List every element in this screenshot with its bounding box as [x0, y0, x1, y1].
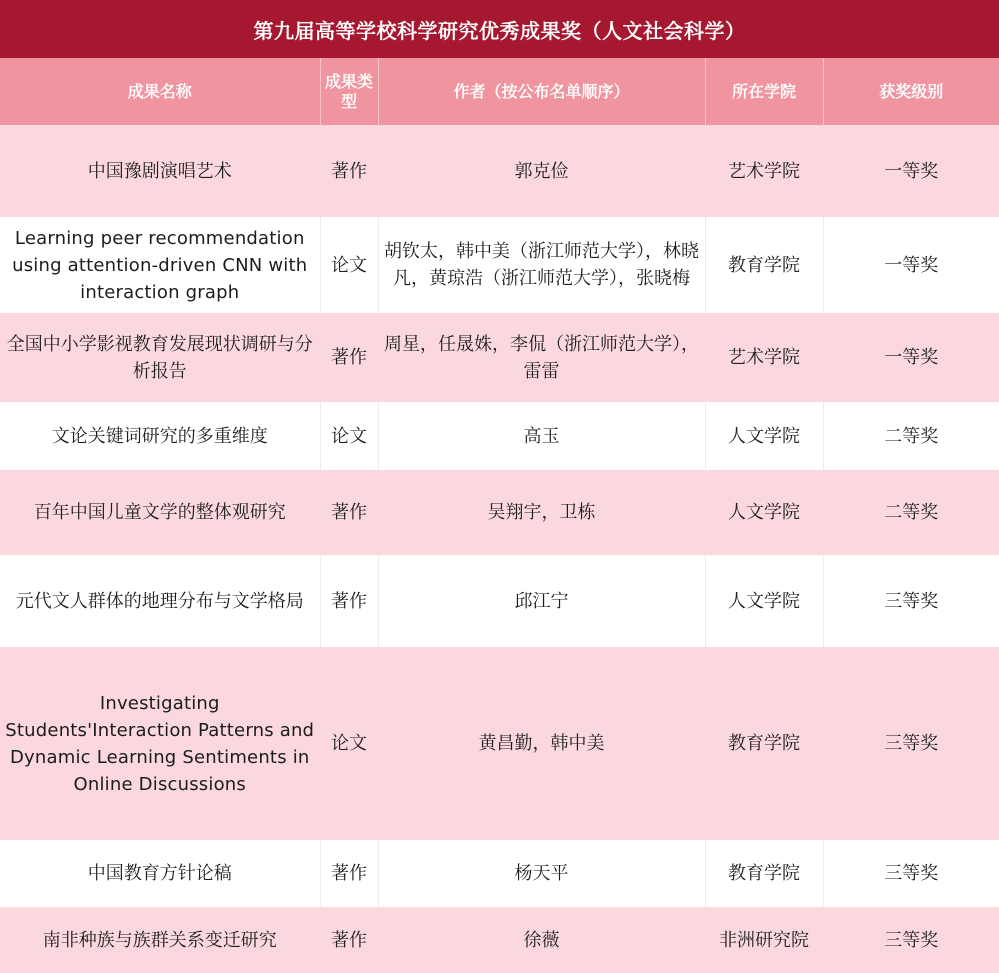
- cell-type: 著作: [320, 125, 378, 217]
- cell-authors: 杨天平: [378, 840, 705, 907]
- header-row: [0, 58, 999, 125]
- cell-name: 元代文人群体的地理分布与文学格局: [0, 555, 320, 647]
- cell-authors: 周星，任晟姝，李侃（浙江师范大学），雷雷: [378, 313, 705, 402]
- cell-college: 非洲研究院: [705, 907, 823, 973]
- cell-type: 著作: [320, 840, 378, 907]
- header-college: 所在学院: [705, 58, 823, 125]
- cell-authors: 徐薇: [378, 907, 705, 973]
- cell-college: 艺术学院: [705, 313, 823, 402]
- cell-authors: 高玉: [378, 402, 705, 470]
- cell-college: 教育学院: [705, 840, 823, 907]
- table-row: [0, 313, 999, 402]
- cell-level: 一等奖: [823, 125, 999, 217]
- cell-name: Learning peer recommendation using attention-driven CNN with interaction graph: [0, 217, 320, 313]
- cell-level: 一等奖: [823, 217, 999, 313]
- cell-authors: 胡钦太，韩中美（浙江师范大学），林晓凡，黄琼浩（浙江师范大学），张晓梅: [378, 217, 705, 313]
- cell-level: 二等奖: [823, 470, 999, 555]
- cell-college: 艺术学院: [705, 125, 823, 217]
- awards-table: [0, 58, 999, 973]
- cell-type: 著作: [320, 907, 378, 973]
- cell-level: 一等奖: [823, 313, 999, 402]
- table-row: [0, 470, 999, 555]
- cell-name: 文论关键词研究的多重维度: [0, 402, 320, 470]
- table-row: [0, 125, 999, 217]
- cell-authors: 邱江宁: [378, 555, 705, 647]
- table-row: [0, 402, 999, 470]
- cell-type: 著作: [320, 555, 378, 647]
- cell-type: 论文: [320, 217, 378, 313]
- cell-name: Investigating Students'Interaction Patterns and Dynamic Learning Sentiments in Online Discussions: [0, 647, 320, 840]
- cell-authors: 郭克俭: [378, 125, 705, 217]
- cell-name: 中国教育方针论稿: [0, 840, 320, 907]
- cell-level: 二等奖: [823, 402, 999, 470]
- table-row: [0, 840, 999, 907]
- table-title: 第九届高等学校科学研究优秀成果奖（人文社会科学）: [0, 0, 999, 58]
- table-row: [0, 907, 999, 973]
- cell-authors: 黄昌勤，韩中美: [378, 647, 705, 840]
- cell-name: 中国豫剧演唱艺术: [0, 125, 320, 217]
- cell-type: 著作: [320, 470, 378, 555]
- cell-name: 全国中小学影视教育发展现状调研与分析报告: [0, 313, 320, 402]
- cell-college: 教育学院: [705, 217, 823, 313]
- header-level: 获奖级别: [823, 58, 999, 125]
- cell-college: 人文学院: [705, 402, 823, 470]
- cell-type: 著作: [320, 313, 378, 402]
- cell-college: 教育学院: [705, 647, 823, 840]
- cell-name: 南非种族与族群关系变迁研究: [0, 907, 320, 973]
- cell-type: 论文: [320, 402, 378, 470]
- cell-level: 三等奖: [823, 907, 999, 973]
- header-type: 成果类型: [320, 58, 378, 125]
- cell-level: 三等奖: [823, 555, 999, 647]
- cell-level: 三等奖: [823, 840, 999, 907]
- table-row: [0, 647, 999, 840]
- cell-level: 三等奖: [823, 647, 999, 840]
- cell-type: 论文: [320, 647, 378, 840]
- cell-authors: 吴翔宇，卫栋: [378, 470, 705, 555]
- header-name: 成果名称: [0, 58, 320, 125]
- table-row: [0, 217, 999, 313]
- table-row: [0, 555, 999, 647]
- cell-college: 人文学院: [705, 470, 823, 555]
- cell-college: 人文学院: [705, 555, 823, 647]
- cell-name: 百年中国儿童文学的整体观研究: [0, 470, 320, 555]
- header-authors: 作者（按公布名单顺序）: [378, 58, 705, 125]
